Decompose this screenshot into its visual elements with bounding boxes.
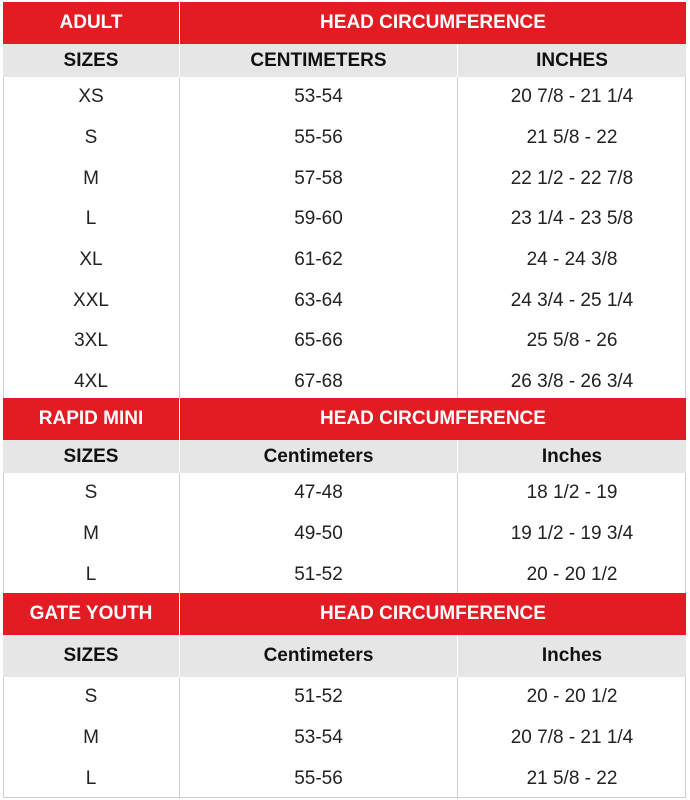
measure-title: HEAD CIRCUMFERENCE — [320, 408, 546, 429]
size-cell: M — [3, 514, 180, 555]
col-header-centimeters: Centimeters — [180, 440, 458, 473]
col-header-inches: Inches — [541, 645, 603, 666]
size-cell: L — [3, 199, 180, 240]
size-cell: 3XL — [3, 321, 180, 362]
inches-cell: 21 5/8 - 22 — [526, 127, 618, 149]
size-cell: XXL — [3, 280, 180, 321]
table-row — [3, 677, 686, 718]
table-body — [3, 473, 686, 595]
size-cell: L — [3, 554, 180, 595]
measure-title: HEAD CIRCUMFERENCE — [320, 603, 546, 624]
section-title: ADULT — [3, 2, 180, 44]
inches-cell: 18 1/2 - 19 — [526, 482, 618, 504]
centimeters-cell: 59-60 — [180, 199, 458, 240]
size-cell: M — [3, 718, 180, 759]
centimeters-cell: 55-56 — [180, 118, 458, 159]
inches-cell: 26 3/8 - 26 3/4 — [510, 371, 634, 393]
centimeters-cell: 51-52 — [180, 677, 458, 718]
size-cell: L — [3, 758, 180, 799]
col-header-inches: Inches — [541, 445, 603, 467]
col-header-centimeters: Centimeters — [180, 635, 458, 677]
measure-title: HEAD CIRCUMFERENCE — [320, 12, 546, 33]
centimeters-cell: 51-52 — [180, 554, 458, 595]
table-row — [3, 718, 686, 759]
section-title-bar — [3, 2, 686, 44]
centimeters-cell: 57-58 — [180, 158, 458, 199]
inches-cell: 22 1/2 - 22 7/8 — [510, 167, 634, 189]
table-row — [3, 77, 686, 118]
gate-youth-section — [3, 593, 686, 799]
inches-cell: 25 5/8 - 26 — [526, 330, 618, 352]
col-header-sizes: SIZES — [3, 44, 180, 77]
inches-cell: 19 1/2 - 19 3/4 — [510, 523, 634, 545]
size-cell: S — [3, 677, 180, 718]
inches-cell: 20 7/8 - 21 1/4 — [510, 86, 634, 108]
table-row — [3, 118, 686, 159]
centimeters-cell: 53-54 — [180, 718, 458, 759]
inches-cell: 21 5/8 - 22 — [526, 767, 618, 789]
size-cell: M — [3, 158, 180, 199]
centimeters-cell: 67-68 — [180, 362, 458, 403]
section-title: GATE YOUTH — [3, 593, 180, 635]
inches-cell: 20 - 20 1/2 — [526, 563, 618, 585]
centimeters-cell: 65-66 — [180, 321, 458, 362]
col-header-inches: INCHES — [536, 49, 608, 71]
table-row — [3, 473, 686, 514]
table-row — [3, 240, 686, 281]
inches-cell: 24 - 24 3/8 — [526, 249, 618, 271]
section-title: RAPID MINI — [3, 398, 180, 440]
centimeters-cell: 63-64 — [180, 280, 458, 321]
table-row — [3, 158, 686, 199]
centimeters-cell: 47-48 — [180, 473, 458, 514]
column-header-row — [3, 440, 686, 473]
table-body — [3, 77, 686, 403]
inches-cell: 23 1/4 - 23 5/8 — [510, 208, 634, 230]
size-cell: XL — [3, 240, 180, 281]
rapid-mini-section — [3, 398, 686, 595]
table-row — [3, 758, 686, 799]
table-row — [3, 554, 686, 595]
size-cell: S — [3, 118, 180, 159]
inches-cell: 24 3/4 - 25 1/4 — [510, 289, 634, 311]
centimeters-cell: 53-54 — [180, 77, 458, 118]
inches-cell: 20 - 20 1/2 — [526, 686, 618, 708]
centimeters-cell: 49-50 — [180, 514, 458, 555]
table-row — [3, 514, 686, 555]
size-cell: XS — [3, 77, 180, 118]
table-row — [3, 199, 686, 240]
table-row — [3, 280, 686, 321]
inches-cell: 20 7/8 - 21 1/4 — [510, 727, 634, 749]
centimeters-cell: 55-56 — [180, 758, 458, 799]
table-body — [3, 677, 686, 799]
adult-section — [3, 2, 686, 403]
section-title-bar — [3, 593, 686, 635]
table-row — [3, 362, 686, 403]
column-header-row — [3, 635, 686, 677]
section-title-bar — [3, 398, 686, 440]
col-header-sizes: SIZES — [3, 635, 180, 677]
size-cell: S — [3, 473, 180, 514]
column-header-row — [3, 44, 686, 77]
table-row — [3, 321, 686, 362]
col-header-sizes: SIZES — [3, 440, 180, 473]
col-header-centimeters: CENTIMETERS — [180, 44, 458, 77]
size-cell: 4XL — [3, 362, 180, 403]
centimeters-cell: 61-62 — [180, 240, 458, 281]
